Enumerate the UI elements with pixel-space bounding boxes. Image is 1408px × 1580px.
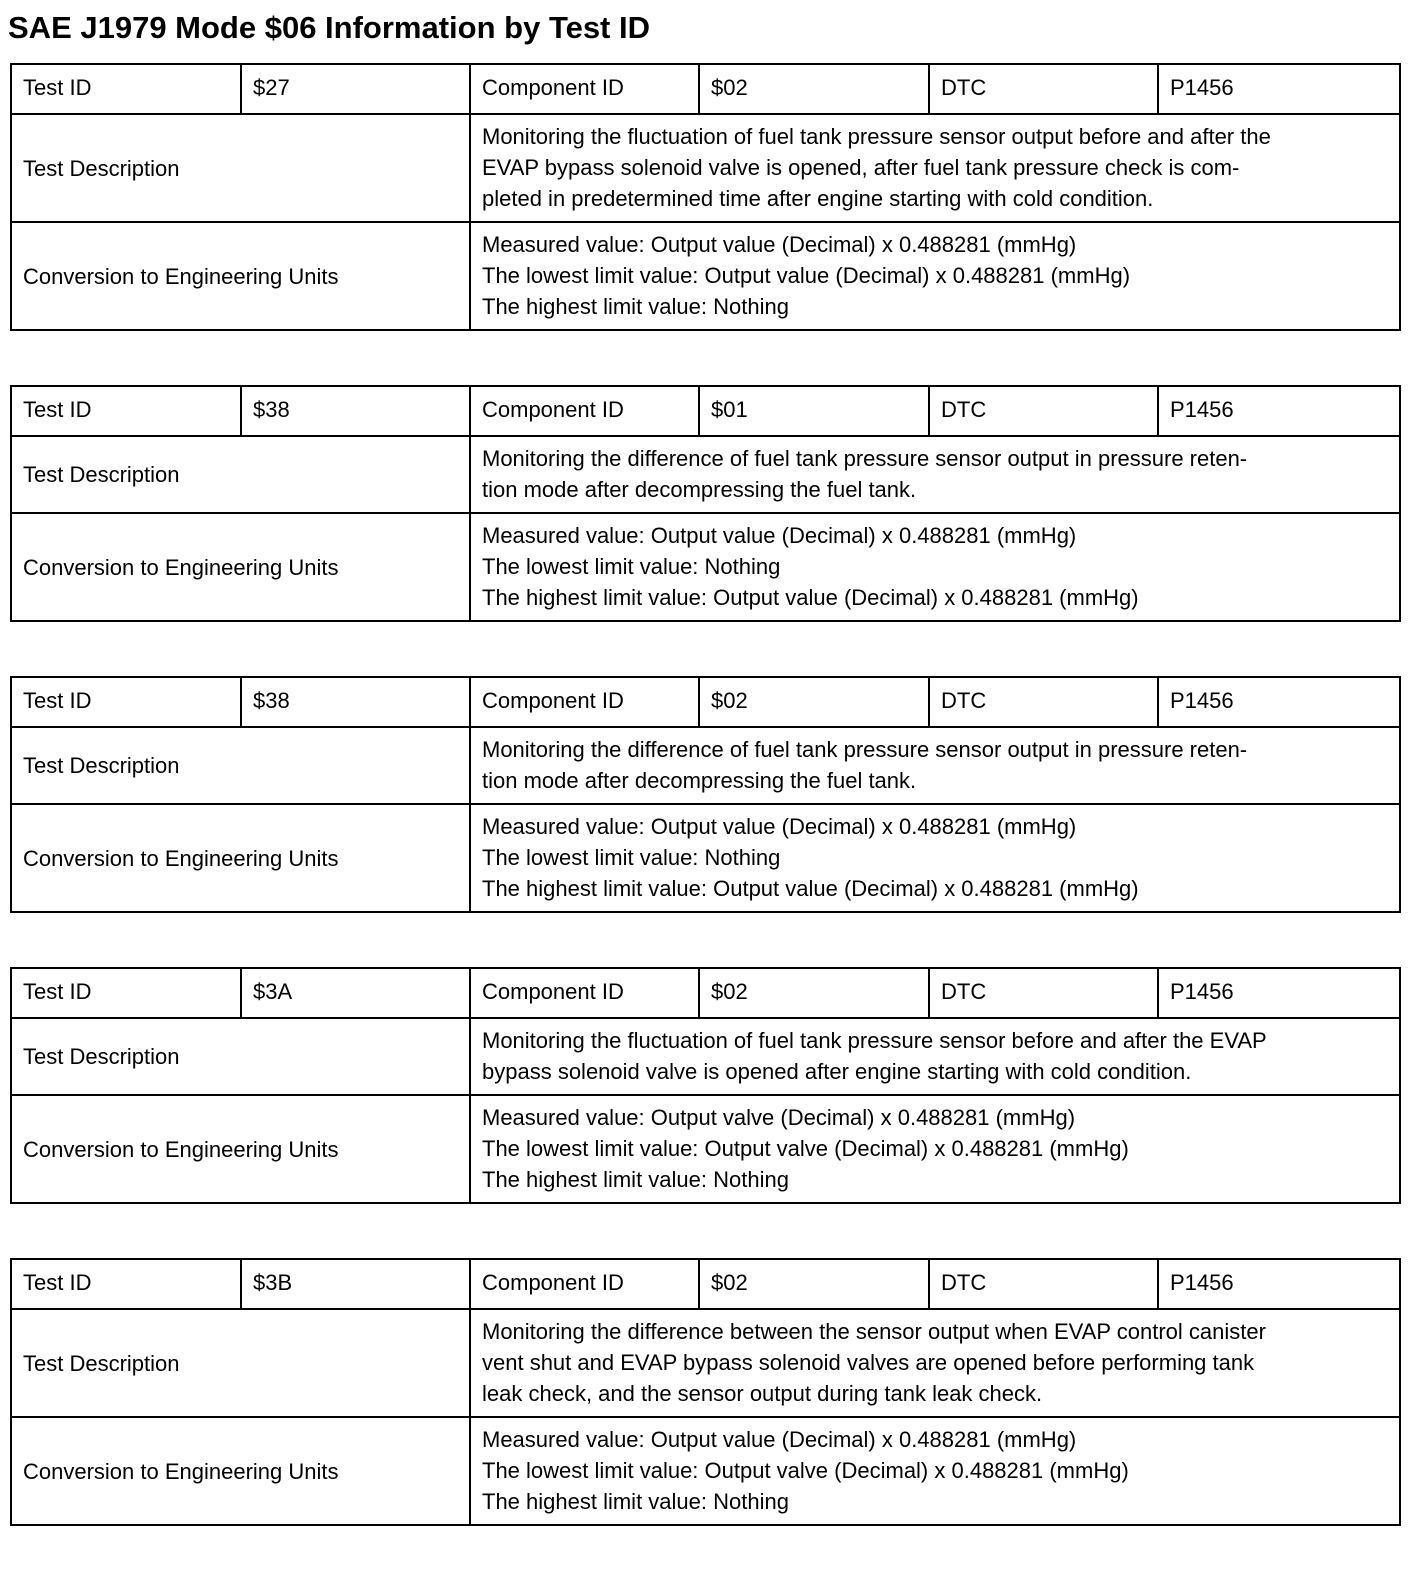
conversion-text xyxy=(470,513,1400,621)
test-description-label: Test Description xyxy=(11,1018,470,1095)
conversion-line: The lowest limit value: Output valve (Decimal) x 0.488281 (mmHg) xyxy=(482,1136,1129,1161)
dtc-label: DTC xyxy=(929,1259,1158,1309)
test-description-text xyxy=(470,436,1400,513)
test-description-label: Test Description xyxy=(11,436,470,513)
test-tables xyxy=(10,63,1399,1580)
conversion-label: Conversion to Engineering Units xyxy=(11,804,470,912)
conversion-line: The lowest limit value: Output valve (Decimal) x 0.488281 (mmHg) xyxy=(482,1458,1129,1483)
dtc-label: DTC xyxy=(929,386,1158,436)
dtc-label: DTC xyxy=(929,968,1158,1018)
test-id-value: $38 xyxy=(241,386,470,436)
conversion-label: Conversion to Engineering Units xyxy=(11,222,470,330)
component-id-label: Component ID xyxy=(470,386,699,436)
test-description-row xyxy=(11,1018,1400,1095)
component-id-value: $01 xyxy=(699,386,929,436)
test-description-label: Test Description xyxy=(11,727,470,804)
conversion-row xyxy=(11,804,1400,912)
test-description-row xyxy=(11,114,1400,222)
test-id-label: Test ID xyxy=(11,386,241,436)
test-header-row xyxy=(11,386,1400,436)
conversion-line: Measured value: Output value (Decimal) x 0.488281 (mmHg) xyxy=(482,1427,1077,1452)
conversion-label: Conversion to Engineering Units xyxy=(11,513,470,621)
test-description-text xyxy=(470,727,1400,804)
component-id-label: Component ID xyxy=(470,1259,699,1309)
test-description-label: Test Description xyxy=(11,114,470,222)
component-id-label: Component ID xyxy=(470,64,699,114)
conversion-text xyxy=(470,1417,1400,1525)
description-line: Monitoring the fluctuation of fuel tank pressure sensor output before and after the xyxy=(482,124,1271,149)
test-id-value: $27 xyxy=(241,64,470,114)
page-title: SAE J1979 Mode $06 Information by Test ID xyxy=(8,10,650,45)
description-line: leak check, and the sensor output during tank leak check. xyxy=(482,1381,1043,1406)
test-id-label: Test ID xyxy=(11,968,241,1018)
component-id-value: $02 xyxy=(699,968,929,1018)
description-line: Monitoring the difference of fuel tank pressure sensor output in pressure reten- xyxy=(482,737,1248,762)
conversion-row xyxy=(11,513,1400,621)
test-header-row xyxy=(11,64,1400,114)
test-id-value: $3B xyxy=(241,1259,470,1309)
test-header-row xyxy=(11,677,1400,727)
test-id-label: Test ID xyxy=(11,64,241,114)
test-header-row xyxy=(11,968,1400,1018)
conversion-text xyxy=(470,804,1400,912)
dtc-label: DTC xyxy=(929,64,1158,114)
conversion-line: The lowest limit value: Output value (Decimal) x 0.488281 (mmHg) xyxy=(482,263,1131,288)
dtc-value: P1456 xyxy=(1158,386,1400,436)
description-line: bypass solenoid valve is opened after engine starting with cold condition. xyxy=(482,1059,1192,1084)
test-header-row xyxy=(11,1259,1400,1309)
test-table xyxy=(10,1258,1401,1526)
description-line: tion mode after decompressing the fuel tank. xyxy=(482,477,917,502)
test-description-row xyxy=(11,727,1400,804)
conversion-line: The lowest limit value: Nothing xyxy=(482,554,781,579)
dtc-value: P1456 xyxy=(1158,1259,1400,1309)
test-description-row xyxy=(11,1309,1400,1417)
test-description-text xyxy=(470,1309,1400,1417)
test-table xyxy=(10,63,1401,331)
conversion-row xyxy=(11,1095,1400,1203)
description-line: tion mode after decompressing the fuel tank. xyxy=(482,768,917,793)
component-id-label: Component ID xyxy=(470,677,699,727)
conversion-label: Conversion to Engineering Units xyxy=(11,1417,470,1525)
conversion-line: Measured value: Output valve (Decimal) x 0.488281 (mmHg) xyxy=(482,1105,1076,1130)
description-line: Monitoring the difference between the sensor output when EVAP control canister xyxy=(482,1319,1266,1344)
test-description-row xyxy=(11,436,1400,513)
component-id-value: $02 xyxy=(699,1259,929,1309)
description-line: Monitoring the fluctuation of fuel tank pressure sensor before and after the EVAP xyxy=(482,1028,1267,1053)
test-id-label: Test ID xyxy=(11,677,241,727)
conversion-text xyxy=(470,1095,1400,1203)
conversion-line: The highest limit value: Nothing xyxy=(482,1167,789,1192)
test-description-text xyxy=(470,114,1400,222)
conversion-label: Conversion to Engineering Units xyxy=(11,1095,470,1203)
conversion-line: Measured value: Output value (Decimal) x 0.488281 (mmHg) xyxy=(482,232,1077,257)
test-table xyxy=(10,676,1401,913)
component-id-label: Component ID xyxy=(470,968,699,1018)
description-line: Monitoring the difference of fuel tank pressure sensor output in pressure reten- xyxy=(482,446,1248,471)
conversion-line: The lowest limit value: Nothing xyxy=(482,845,781,870)
conversion-line: The highest limit value: Nothing xyxy=(482,1489,789,1514)
dtc-label: DTC xyxy=(929,677,1158,727)
conversion-row xyxy=(11,1417,1400,1525)
conversion-text xyxy=(470,222,1400,330)
description-line: vent shut and EVAP bypass solenoid valves are opened before performing tank xyxy=(482,1350,1255,1375)
conversion-line: The highest limit value: Output value (Decimal) x 0.488281 (mmHg) xyxy=(482,585,1139,610)
component-id-value: $02 xyxy=(699,64,929,114)
description-line: pleted in predetermined time after engine starting with cold condition. xyxy=(482,186,1154,211)
conversion-line: The highest limit value: Output value (Decimal) x 0.488281 (mmHg) xyxy=(482,876,1139,901)
test-description-text xyxy=(470,1018,1400,1095)
conversion-line: The highest limit value: Nothing xyxy=(482,294,789,319)
description-line: EVAP bypass solenoid valve is opened, after fuel tank pressure check is com- xyxy=(482,155,1240,180)
test-table xyxy=(10,385,1401,622)
conversion-row xyxy=(11,222,1400,330)
test-id-label: Test ID xyxy=(11,1259,241,1309)
test-description-label: Test Description xyxy=(11,1309,470,1417)
dtc-value: P1456 xyxy=(1158,677,1400,727)
dtc-value: P1456 xyxy=(1158,968,1400,1018)
test-table xyxy=(10,967,1401,1204)
dtc-value: P1456 xyxy=(1158,64,1400,114)
component-id-value: $02 xyxy=(699,677,929,727)
conversion-line: Measured value: Output value (Decimal) x 0.488281 (mmHg) xyxy=(482,814,1077,839)
test-id-value: $38 xyxy=(241,677,470,727)
conversion-line: Measured value: Output value (Decimal) x 0.488281 (mmHg) xyxy=(482,523,1077,548)
test-id-value: $3A xyxy=(241,968,470,1018)
